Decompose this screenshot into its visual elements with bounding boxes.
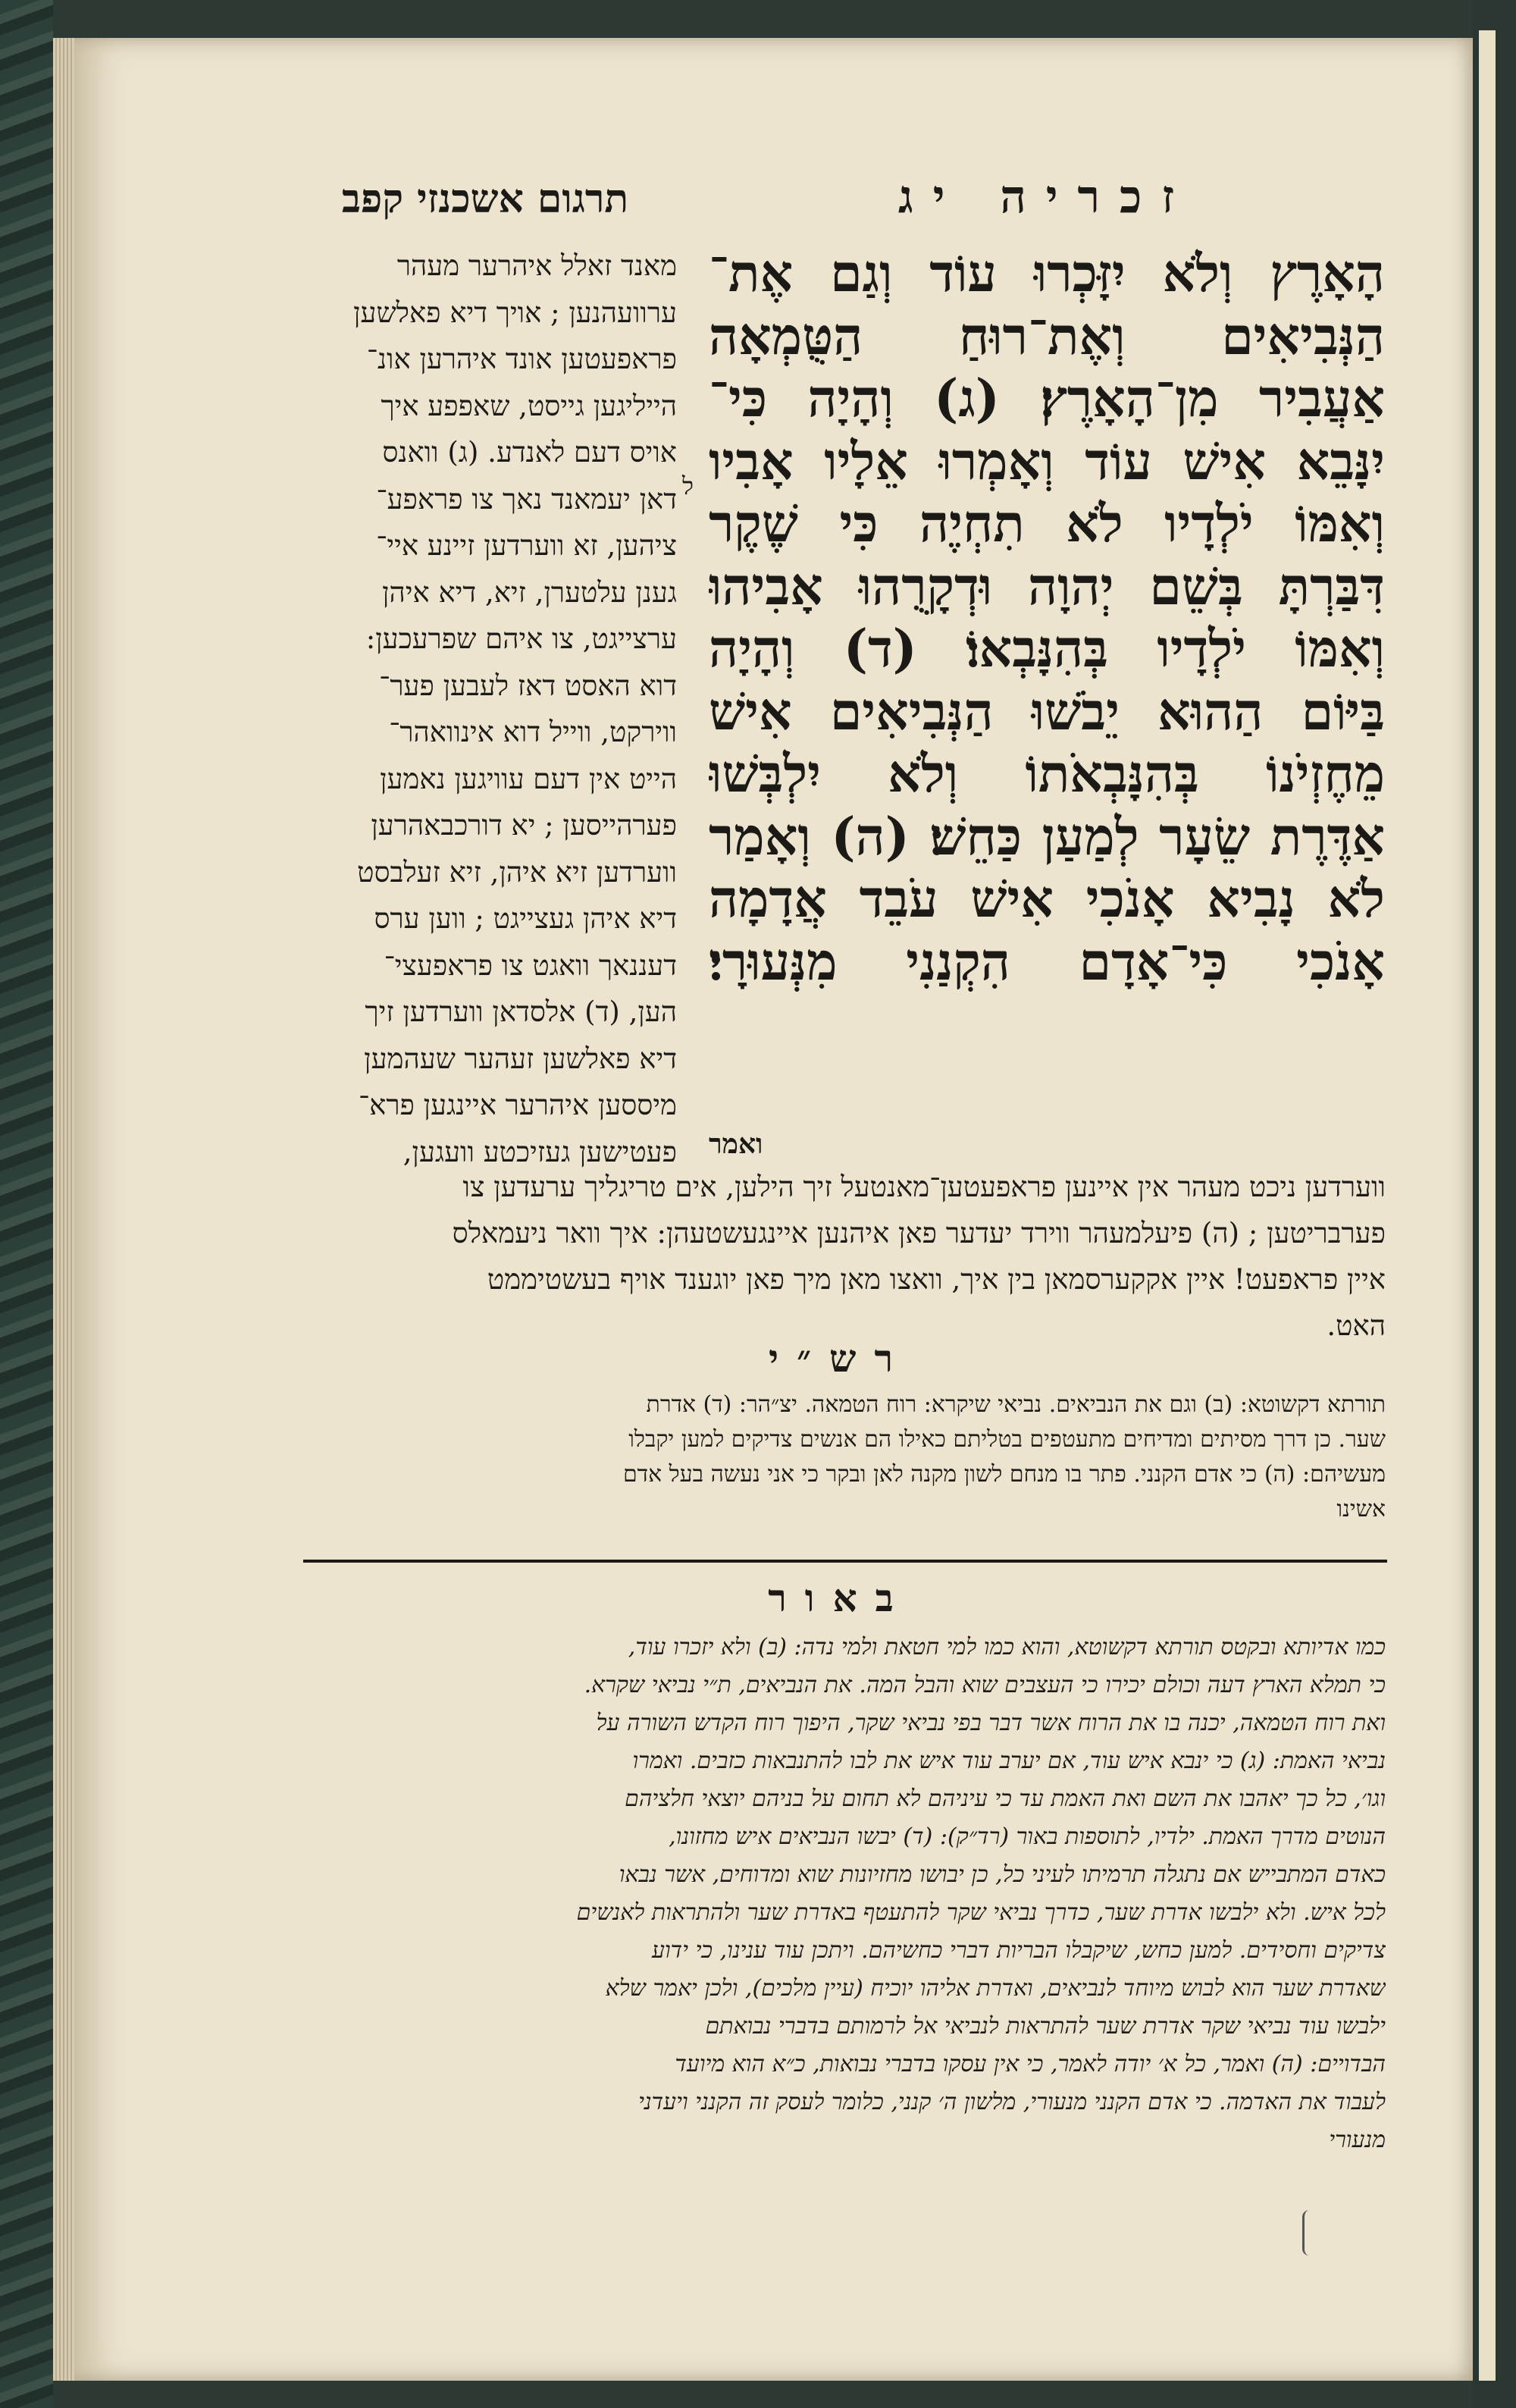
biur-line: צדיקים וחסידים. למען כחש, שיקבלו הבריות דברי כחשיהם. ויתכן עוד ענינו, כי ידוע (652, 1937, 1386, 1964)
hebrew-line: וְאִמּוֹ יֹלְדָיו בְּהִנָּבְאוֹ׃ (ד) וְהָיָה (709, 619, 1385, 679)
targum-continuation (294, 1164, 1386, 1349)
biur-line: מנעורי (1329, 2127, 1386, 2153)
hebrew-line: מֵחֶזְיֹנוֹ בְּהִנָּבְאֹתוֹ וְלֹא יִלְבְּשׁוּ (709, 744, 1385, 804)
book-cover-edge (0, 0, 53, 2408)
biur-line: הבדויים: (ה) ואמר, כל א׳ יודה לאמר, כי אין עסקו בדברי נבואות, כ״א הוא מיועד (675, 2051, 1386, 2077)
biur-line: שאדרת שער הוא לבוש מיוחד לנביאים, ואדרת אליהו יוכיח (עיין מלכים), ולכן יאמר שלא (605, 1975, 1386, 2002)
targum-line: אויס דעם לאנדע. (ג) וואנס (382, 436, 677, 469)
rashi-line: שער. כן דרך מסיתים ומדיחים מתעטפים בטליתם כאילו הם אנשים צדיקים למען יקבלו (628, 1426, 1386, 1453)
hebrew-text-column (709, 243, 1385, 993)
targum-line: הייט אין דעם עוויגען נאמען (380, 762, 677, 795)
page-edges (53, 38, 76, 2381)
targum-line: מאנד זאלל איהרער מעהר (396, 249, 677, 282)
hebrew-line: וְאִמּוֹ יֹלְדָיו לֹא תִחְיֶה כִּי שֶׁקֶר (709, 494, 1385, 554)
hebrew-line: יִנָּבֵא אִישׁ עוֹד וְאָמְרוּ אֵלָיו אָבִיו (709, 431, 1385, 492)
targum-line: דאן יעמאנד נאך צו פראפע־ (376, 482, 677, 516)
hebrew-line: אַעֲבִיר מִן־הָאָרֶץ׃ (ג) וְהָיָה כִּי־ (709, 368, 1385, 429)
rashi-heading: רש״י (768, 1336, 912, 1381)
hebrew-line: דִּבַּרְתָּ בְּשֵׁם יְהוָה וּדְקָרֻהוּ אָבִיהוּ (709, 556, 1385, 617)
hebrew-line: בַּיּוֹם הַהוּא יֵבֹשׁוּ הַנְּבִיאִים אִישׁ (709, 681, 1385, 742)
targum-continuation-line: איין פראפעט! איין אקקערסמאן בין איך, וואצו מאן מיך פאן יוגענד אויף בעשטיממט (487, 1263, 1386, 1296)
hebrew-line: לֹא נָבִיא אָנֹכִי אִישׁ עֹבֵד אֲדָמָה (709, 869, 1385, 930)
rashi-line: מעשיהם: (ה) כי אדם הקנני. פתר בו מנחם לשון מקנה לאן ובקר כי אני נעשה בעל אדם (622, 1461, 1386, 1488)
hebrew-line: הָאָרֶץ וְלֹא יִזָּכְרוּ עוֹד וְגַם אֶת־ (709, 243, 1385, 304)
rashi-commentary (294, 1387, 1386, 1527)
targum-line: הייליגען גייסט, שאפפע איך (381, 389, 677, 422)
targum-line: גענן עלטערן, זיא, דיא איהן (382, 575, 677, 609)
biur-line: לעבוד את האדמה. כי אדם הקנני מנעורי, מלשון ה׳ קנני, כלומר לעסק זה הקנני ויעדני (638, 2089, 1386, 2115)
section-divider (303, 1560, 1387, 1563)
hebrew-line: הַנְּבִיאִים וְאֶת־רוּחַ הַטֻּמְאָה (709, 306, 1385, 367)
marginal-note: ל (682, 472, 694, 500)
targum-line: דוא האסט דאז לעבען פער־ (379, 669, 677, 702)
rashi-line: תורתא דקשוטא: (ב) וגם את הנביאים. נביאי שיקרא: רוח הטמאה. יצ״הר: (ד) אדרת (646, 1391, 1386, 1418)
running-header-targum: תרגום אשכנזי קפב (341, 176, 629, 222)
biur-line: כי תמלא הארץ דעה וכולם יכירו כי העצבים שוא והבל המה. את הנביאים, ת״י נביאי שקרא. (584, 1672, 1386, 1698)
biur-line: נביאי האמת: (ג) כי ינבא איש עוד, אם יערב עוד איש את לבו להתנבאות כזבים. ואמרו (632, 1748, 1386, 1774)
targum-continuation-line: ווערדען ניכט מעהר אין איינען פראפעטען־מאנטעל זיך הילען, אים טריגליך ערעדען צו (462, 1171, 1386, 1203)
catchword: ואמר (709, 1128, 763, 1160)
targum-line: ערוועהנען ; אויך דיא פאלשען (353, 296, 677, 329)
targum-line: ווירקט, ווייל דוא אינוואהר־ (389, 716, 677, 748)
biur-heading: באור (768, 1576, 912, 1620)
targum-line: הען, (ד) אלסדאן ווערדען זיך (365, 995, 677, 1028)
targum-line: פערהייסען ; יא דורכבאהרען (371, 809, 677, 842)
hebrew-line: אַדֶּרֶת שֵׂעָר לְמַעַן כַּחֵשׁ׃ (ה) וְאָמַר (709, 806, 1385, 867)
biur-commentary (294, 1629, 1386, 2159)
biur-line: כמו אדיותא ובקטס תורתא דקשוטא, והוא כמו למי חטאת ולמי נדה: (ב) ולא יזכרו עוד, (628, 1634, 1386, 1660)
biur-line: וגו׳, כל כך יאהבו את השם ואת האמת עד כי עיניהם לא תחום על בניהם יוצאי חלציהם (625, 1786, 1386, 1812)
biur-line: כאדם המתבייש אם נתגלה תרמיתו לעיני כל, כן יבושו מחזיונות שוא ומדוחים, אשר נבאו (619, 1861, 1386, 1888)
facing-page-edge (1473, 0, 1516, 2408)
targum-line: ציהען, זא ווערדען זיינע איי־ (376, 529, 677, 562)
targum-line: ערצייגט, צו איהם שפרעכען: (365, 622, 677, 655)
targum-continuation-line: האט. (1326, 1309, 1386, 1342)
targum-line: דיא איהן געצייגט ; ווען ערס (374, 902, 677, 935)
biur-line: ואת רוח הטמאה, יכנה בו את הרוח אשר דבר בפי נביאי שקר, היפוך רוח הקדש השורה על (596, 1710, 1386, 1736)
rashi-line: אשינו (1336, 1496, 1386, 1522)
targum-line: מיססען איהרער איינגען פרא־ (358, 1089, 677, 1121)
targum-line: פעטישען געזיכטע וועגען, (402, 1135, 677, 1168)
targum-line: ווערדען זיא איהן, זיא זעלבסט (357, 855, 677, 889)
hebrew-line: אָנֹכִי כִּי־אָדָם הִקְנַנִי מִנְּעוּרָי׃ (709, 931, 1385, 992)
targum-line: דיא פאלשען זעהער שעהמען (364, 1042, 677, 1075)
pencil-mark (1302, 2210, 1309, 2256)
targum-line: דעננאך וואגט צו פראפעצי־ (384, 948, 677, 982)
biur-line: ילבשו עוד נביאי שקר אדרת שער להתראות לנביאי אל לרמותם בדברי נבואתם (705, 2013, 1386, 2040)
targum-column (294, 243, 677, 1175)
biur-line: לכל איש. ולא ילבשו אדרת שער, כדרך נביאי שקר להתעטף באדרת שער ולהתראות לאנשים (576, 1899, 1386, 1926)
biur-line: הנוטים מדרך האמת. ילדיו, לתוספות באור (רד״ק): (ד) יבשו הנביאים איש מחזונו, (669, 1823, 1386, 1850)
running-header-book: זכריה יג (897, 171, 1195, 224)
targum-continuation-line: פערבריטען ; (ה) פיעלמעהר ווירד יעדער פאן איהנען איינגעשטעהן: איך וואר ניעמאלס (452, 1217, 1386, 1249)
targum-line: פראפעטען אונד איהרען אונ־ (366, 343, 677, 375)
